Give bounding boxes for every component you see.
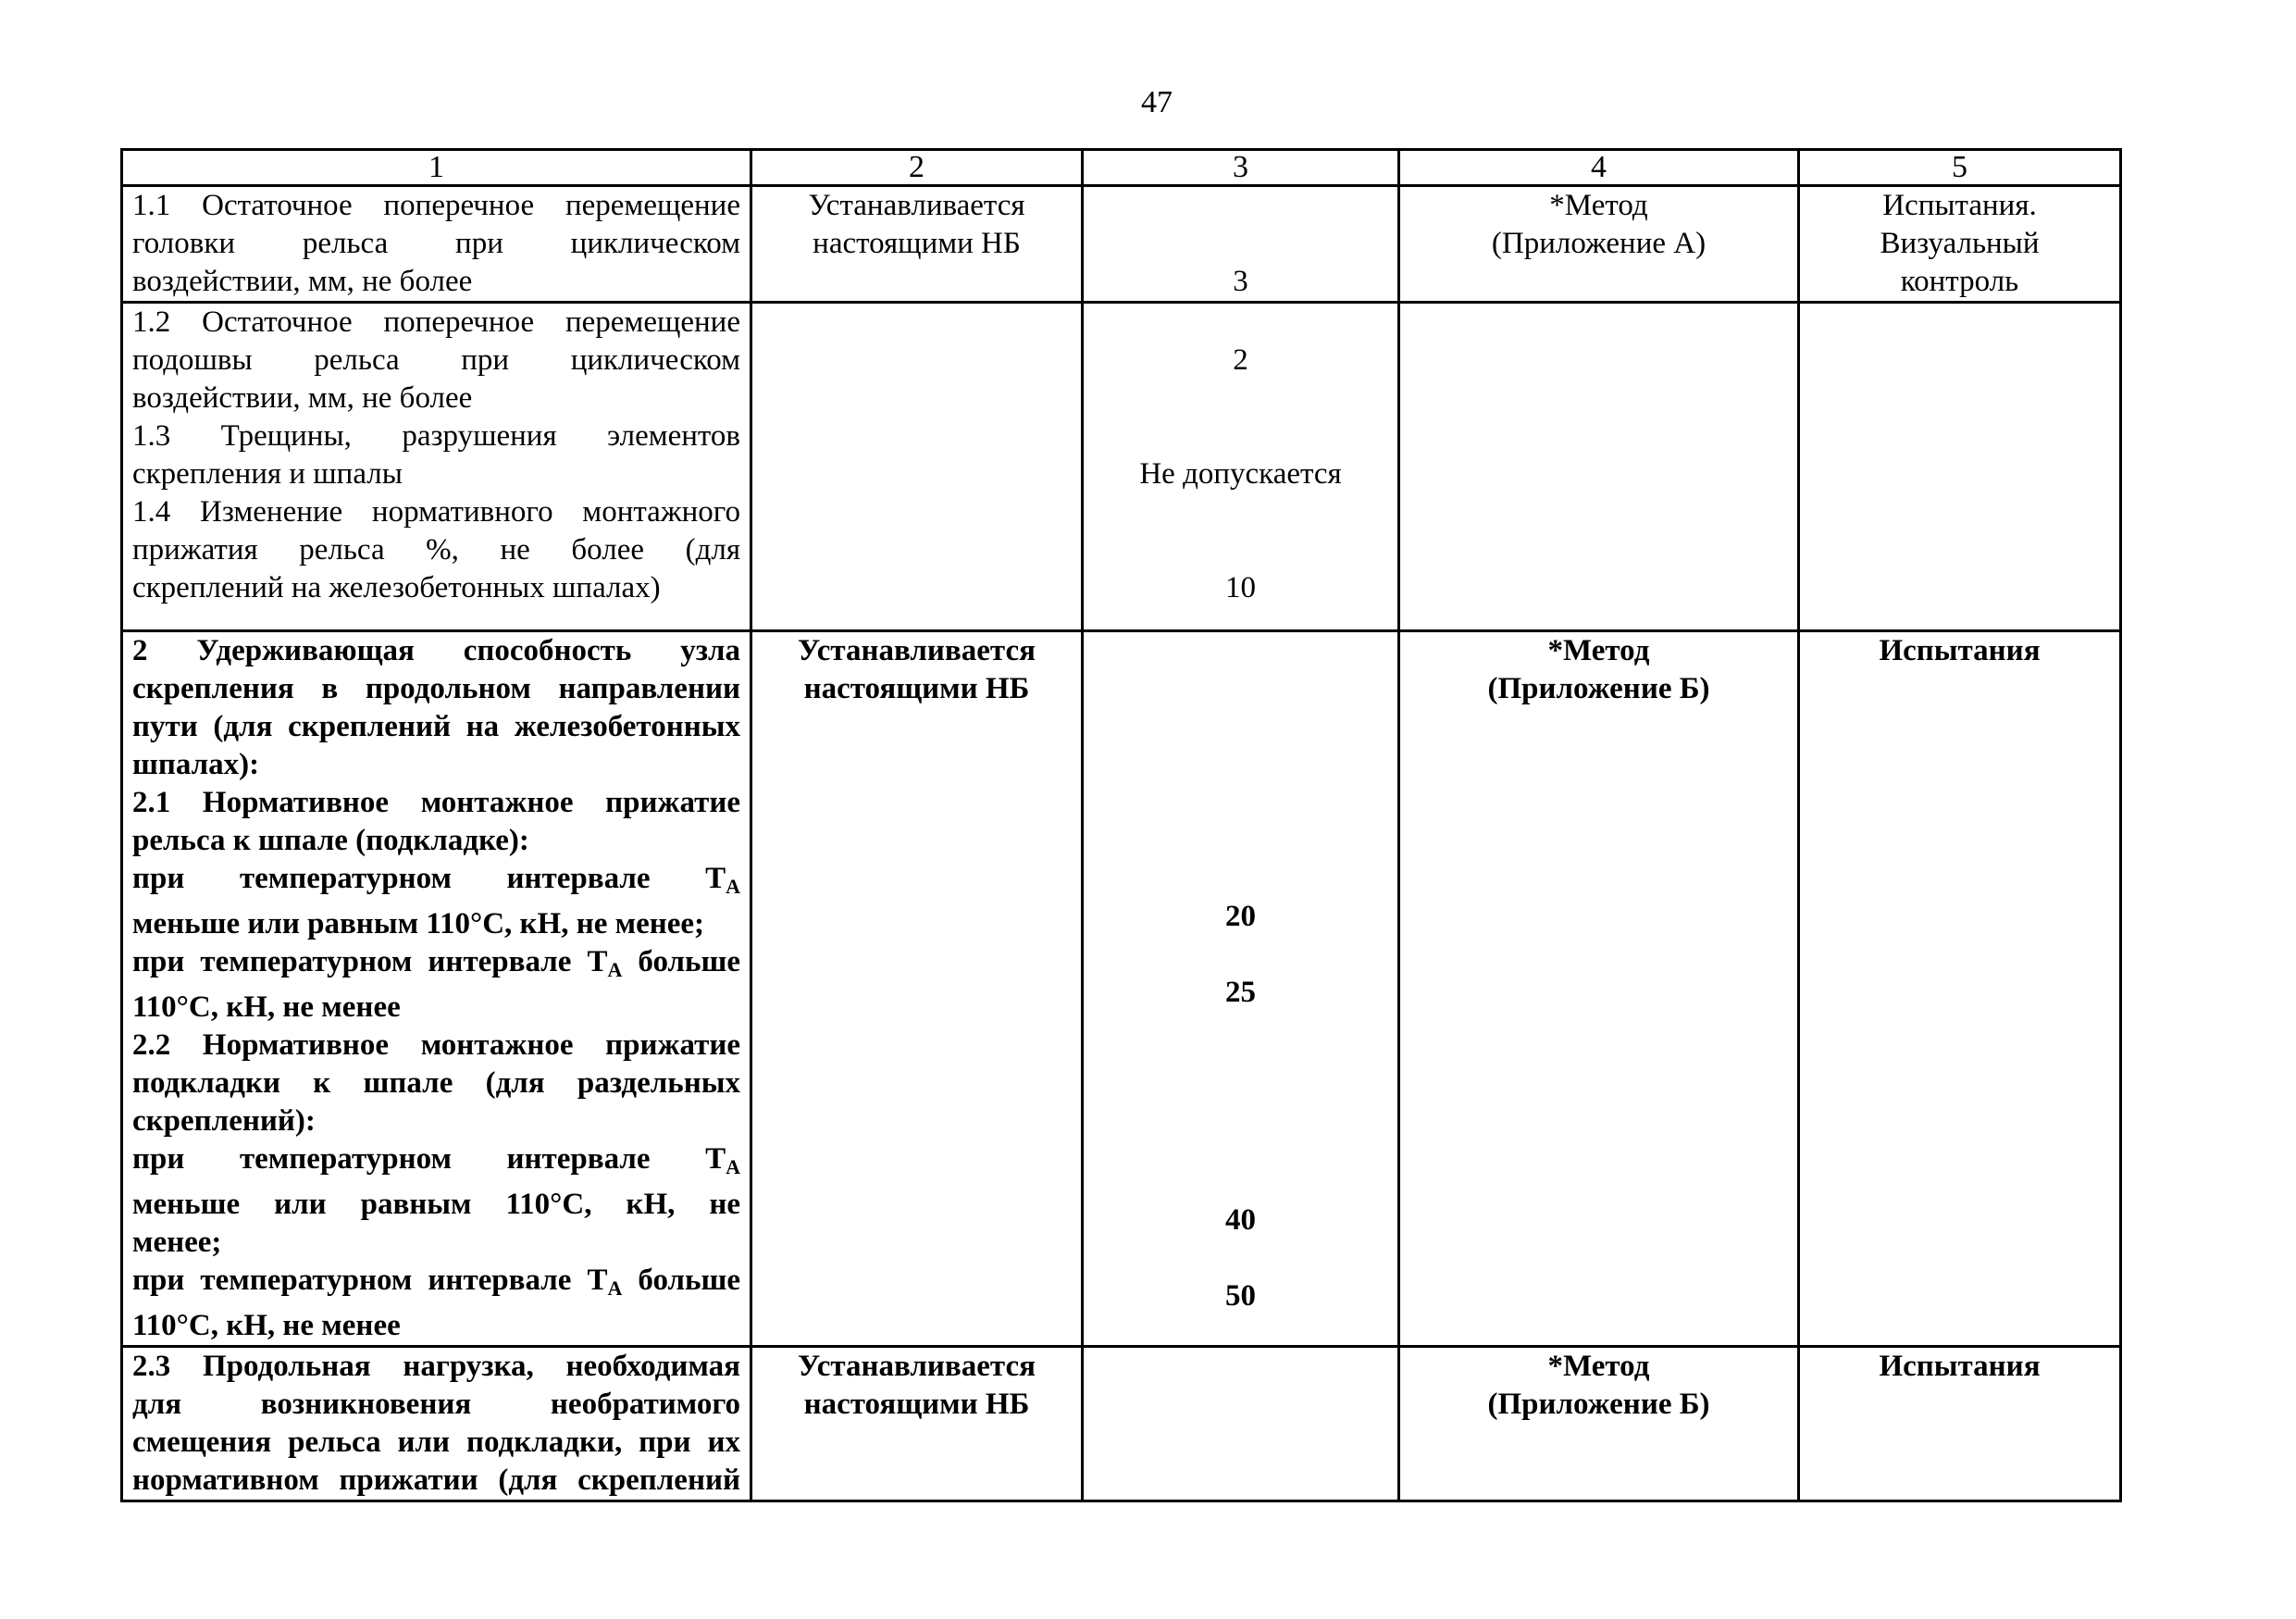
table-row [122,186,2121,303]
requirement-line: скреплений): [132,1104,316,1138]
method-line: *Метод [1549,189,1648,222]
table-row [122,631,2121,1347]
cell-value [1083,303,1399,631]
table-header-row [122,150,2121,186]
requirement-line: 110°С, кН, не менее [132,990,401,1024]
requirement-line: менее; [132,1226,222,1259]
requirement-line: шпалах): [132,748,260,781]
requirement-line: 110°С, кН, не менее [132,1309,401,1342]
cell-value [1083,1347,1399,1501]
requirement-line: для возникновения необратимого [132,1388,740,1421]
header-col-5: 5 [1799,150,2121,186]
requirement-line: смещения рельса или подкладки, при их [132,1426,740,1459]
page-number: 47 [1141,85,1173,119]
norm-value: 20 [1225,900,1256,933]
header-col-4: 4 [1399,150,1799,186]
norm-value: 3 [1233,265,1248,298]
method-line: *Метод [1547,634,1650,667]
norm-value: 25 [1225,976,1256,1009]
requirement-line: 1.3 Трещины, разрушения элементов [132,419,740,453]
control-line: Испытания [1879,634,2041,667]
cell-basis [751,1347,1083,1501]
requirement-line: пути (для скреплений на железобетонных [132,710,740,743]
requirement-line: рельса к шпале (подкладке): [132,824,529,857]
control-line: Испытания [1879,1350,2041,1383]
header-col-2: 2 [751,150,1083,186]
requirement-line: меньше или равным 110°С, кН, не [132,1188,740,1221]
subscript: А [726,875,740,898]
cell-method [1399,631,1799,1347]
header-col-1: 1 [122,150,751,186]
requirement-line: 2.2 Нормативное монтажное прижатие [132,1028,740,1062]
cell-basis [751,186,1083,303]
basis-line: Устанавливается [798,1350,1036,1383]
requirement-line: нормативном прижатии (для скреплений [132,1463,740,1497]
cell-control [1799,303,2121,631]
cell-requirement [122,303,751,631]
basis-line: настоящими НБ [803,1388,1030,1421]
method-line: (Приложение А) [1491,227,1706,260]
requirement-line: 2 Удерживающая способность узла [132,634,740,667]
basis-line: Устанавливается [798,634,1036,667]
requirements-table [120,148,2122,1502]
requirement-line: воздействии, мм, не более [132,381,473,415]
control-line: контроль [1900,265,2019,298]
norm-value: 40 [1225,1203,1256,1237]
requirement-line: подкладки к шпале (для раздельных [132,1066,740,1100]
norm-value: Не допускается [1139,457,1342,491]
table-row [122,303,2121,631]
requirement-line: головки рельса при циклическом [132,227,740,260]
cell-control [1799,186,2121,303]
requirement-line: воздействии, мм, не более [132,265,473,298]
subscript: А [607,958,623,981]
cell-method [1399,303,1799,631]
requirement-line: 1.1 Остаточное поперечное перемещение [132,189,740,222]
requirement-line: подошвы рельса при циклическом [132,343,740,377]
cell-basis [751,303,1083,631]
requirement-line: 1.4 Изменение нормативного монтажного [132,495,740,529]
header-col-3: 3 [1083,150,1399,186]
requirement-line: 1.2 Остаточное поперечное перемещение [132,305,740,339]
cell-value [1083,186,1399,303]
method-line: *Метод [1547,1350,1650,1383]
norm-value: 2 [1233,343,1248,377]
basis-line: настоящими НБ [813,227,1021,260]
requirement-line: при температурном интервале $T_А$ [132,862,740,898]
norm-value: 50 [1225,1279,1256,1313]
method-line: (Приложение Б) [1487,1388,1710,1421]
cell-basis [751,631,1083,1347]
cell-requirement [122,1347,751,1501]
method-line: (Приложение Б) [1487,672,1710,705]
norm-value: 10 [1225,571,1256,604]
cell-value [1083,631,1399,1347]
requirement-line: при температурном интервале $T_А$ больше [132,1264,740,1300]
cell-control [1799,631,2121,1347]
requirement-line: при температурном интервале $T_А$ [132,1142,740,1178]
control-line: Визуальный [1880,227,2040,260]
requirement-line: меньше или равным 110°С, кН, не менее; [132,907,705,940]
requirement-line: прижатия рельса %, не более (для [132,533,740,567]
cell-method [1399,186,1799,303]
requirement-line: скреплений на железобетонных шпалах) [132,571,661,604]
basis-line: настоящими НБ [803,672,1030,705]
requirement-line: 2.3 Продольная нагрузка, необходимая [132,1350,740,1383]
requirement-line: скрепления и шпалы [132,457,403,491]
cell-requirement [122,186,751,303]
requirement-line: скрепления в продольном направлении [132,672,740,705]
cell-method [1399,1347,1799,1501]
subscript: А [726,1155,740,1178]
requirement-line: при температурном интервале $T_А$ больше [132,945,740,981]
control-line: Испытания. [1882,189,2037,222]
subscript: А [607,1277,623,1300]
cell-requirement [122,631,751,1347]
table-row [122,1347,2121,1501]
basis-line: Устанавливается [808,189,1025,222]
cell-control [1799,1347,2121,1501]
requirement-line: 2.1 Нормативное монтажное прижатие [132,786,740,819]
